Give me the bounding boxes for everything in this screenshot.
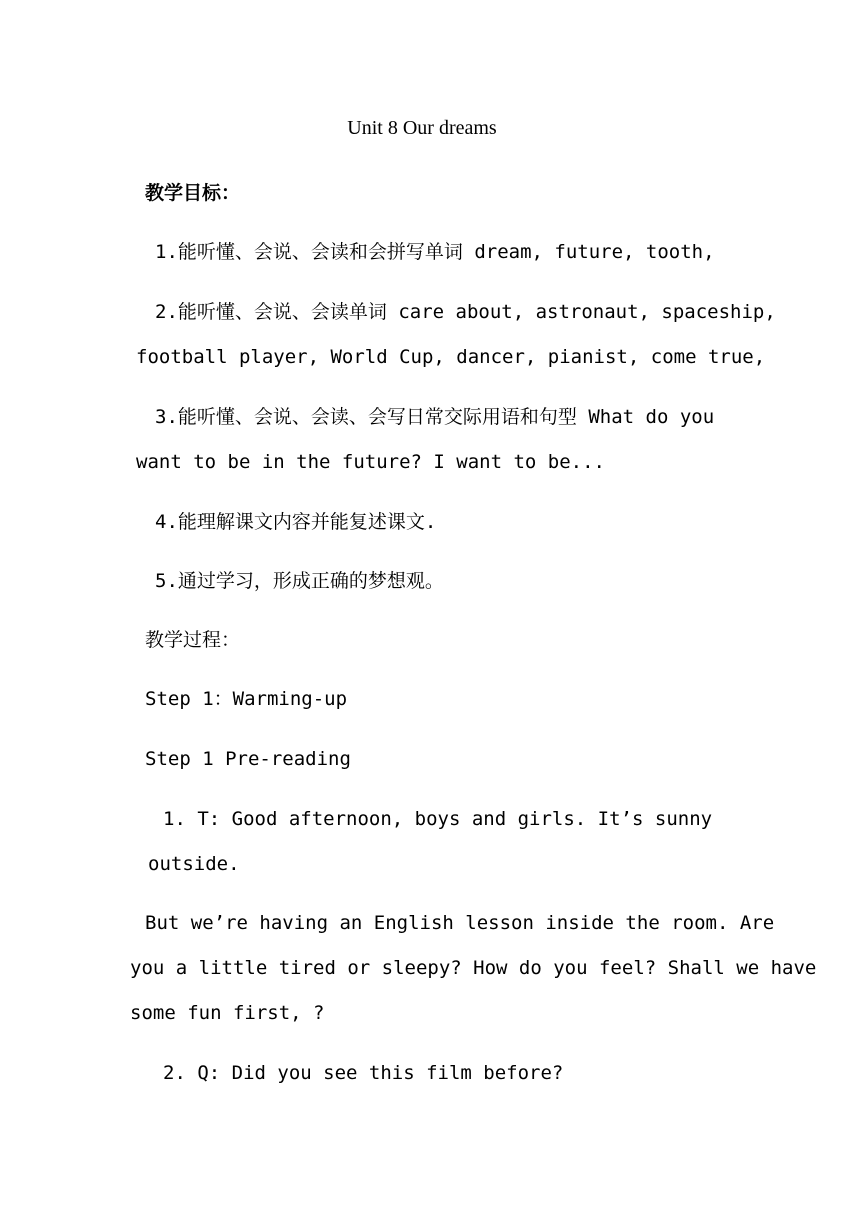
item-2: 2. Q: Did you see this film before? bbox=[163, 1062, 564, 1084]
objective-1: 1.能听懂、会说、会读和会拼写单词 dream, future, tooth, bbox=[155, 241, 715, 263]
objective-2-line-2: football player, World Cup, dancer, pianist, come true, bbox=[136, 346, 766, 368]
item-1-line-2: outside. bbox=[148, 853, 240, 875]
step-warming-up: Step 1：Warming-up bbox=[145, 688, 348, 710]
step-pre-reading: Step 1 Pre-reading bbox=[145, 748, 351, 770]
paragraph-line-2: you a little tired or sleepy? How do you feel? Shall we have bbox=[130, 957, 817, 979]
objective-4: 4.能理解课文内容并能复述课文. bbox=[155, 511, 437, 533]
objective-2-line-1: 2.能听懂、会说、会读单词 care about, astronaut, spaceship, bbox=[155, 301, 776, 323]
objective-5: 5.通过学习，形成正确的梦想观。 bbox=[155, 570, 444, 592]
document-title: Unit 8 Our dreams bbox=[347, 117, 497, 139]
item-1-line-1: 1. T: Good afternoon, boys and girls. It’s sunny bbox=[163, 808, 713, 830]
process-heading: 教学过程： bbox=[145, 629, 241, 651]
objectives-heading: 教学目标： bbox=[145, 182, 241, 204]
paragraph-line-1: But we’re having an English lesson inside the room. Are bbox=[145, 912, 775, 934]
paragraph-line-3: some fun first, ? bbox=[130, 1002, 325, 1024]
objective-3-line-1: 3.能听懂、会说、会读、会写日常交际用语和句型 What do you bbox=[155, 406, 715, 428]
objective-3-line-2: want to be in the future? I want to be... bbox=[136, 451, 605, 473]
